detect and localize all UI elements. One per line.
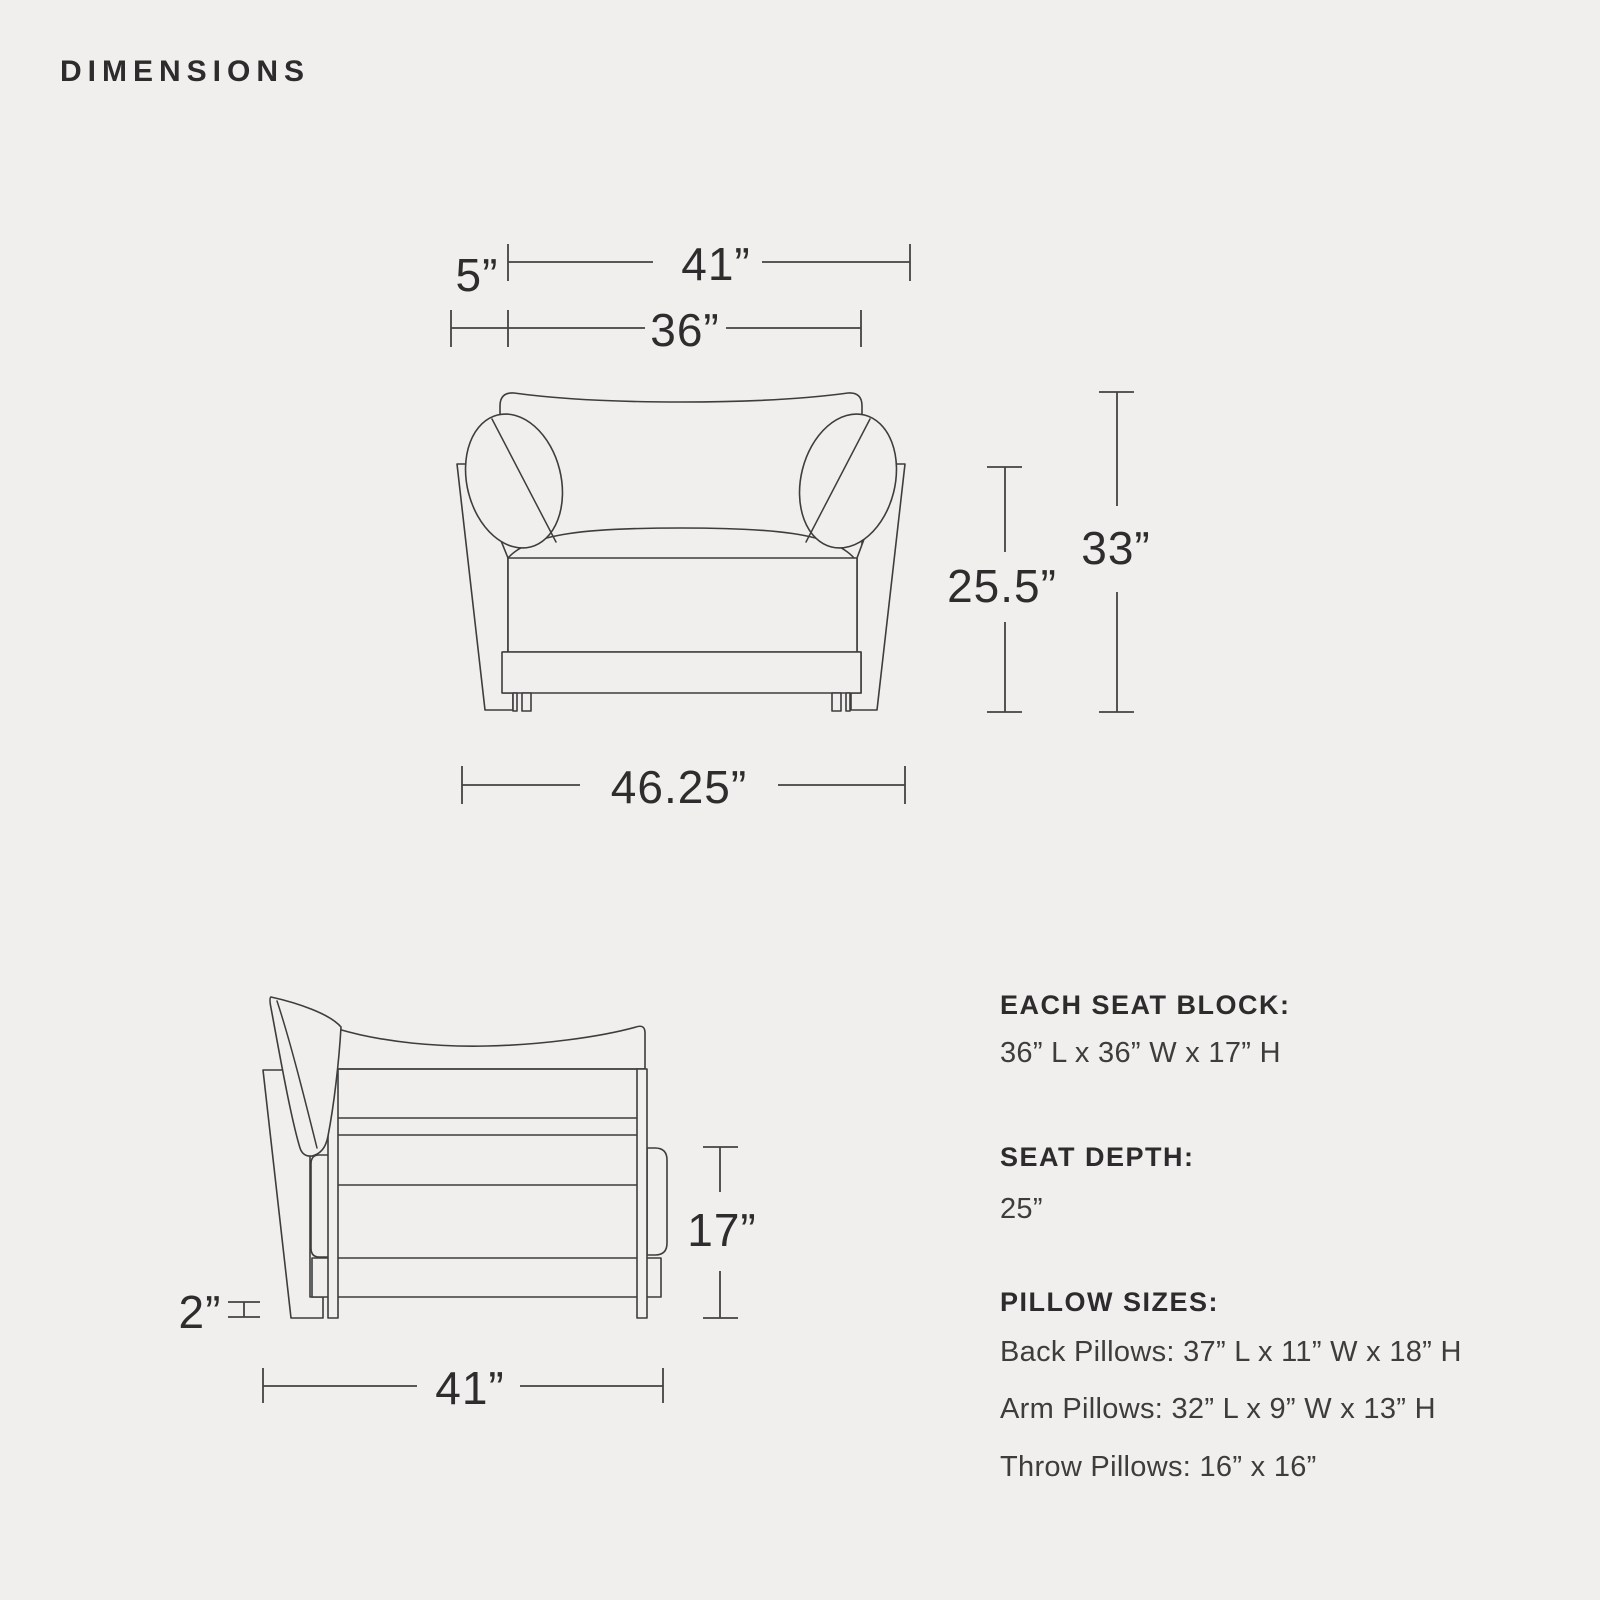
side-left-arm-pillow [311, 1155, 329, 1257]
side-right-arm-pillow [647, 1148, 667, 1255]
side-bottom-rail [312, 1258, 661, 1297]
dim-label-arm-width: 5” [455, 249, 499, 301]
dim-label-base-height: 2” [178, 1286, 222, 1338]
dim-label-height-arm: 25.5” [947, 560, 1057, 612]
front-base-rail [502, 652, 861, 693]
pillow-sizes-heading: PILLOW SIZES: [1000, 1287, 1219, 1317]
dim-label-seat-height: 17” [687, 1204, 757, 1256]
side-right-post [637, 1069, 647, 1318]
pillow-size-arm: Arm Pillows: 32” L x 9” W x 13” H [1000, 1393, 1436, 1425]
front-foot-left-front [522, 693, 531, 711]
dim-label-width-overall: 46.25” [610, 761, 748, 813]
front-seat-block [508, 558, 857, 652]
seat-block-value: 36” L x 36” W x 17” H [1000, 1037, 1281, 1069]
dim-label-height-overall: 33” [1081, 522, 1151, 574]
pillow-size-back: Back Pillows: 37” L x 11” W x 18” H [1000, 1336, 1462, 1368]
seat-depth-value: 25” [1000, 1193, 1043, 1225]
front-foot-right-front [832, 693, 841, 711]
page-title: DIMENSIONS [60, 55, 311, 88]
pillow-size-throw: Throw Pillows: 16” x 16” [1000, 1451, 1317, 1483]
seat-block-heading: EACH SEAT BLOCK: [1000, 990, 1291, 1020]
seat-depth-heading: SEAT DEPTH: [1000, 1142, 1195, 1172]
front-view-drawing [452, 393, 910, 711]
dim-label-width-seat: 36” [650, 304, 720, 356]
dim-label-depth: 41” [435, 1362, 505, 1414]
dim-label-width-top: 41” [681, 238, 751, 290]
side-view-drawing [263, 997, 667, 1318]
front-foot-left-back [513, 693, 517, 711]
front-foot-right-back [846, 693, 850, 711]
side-seat-cushion [329, 1026, 645, 1069]
